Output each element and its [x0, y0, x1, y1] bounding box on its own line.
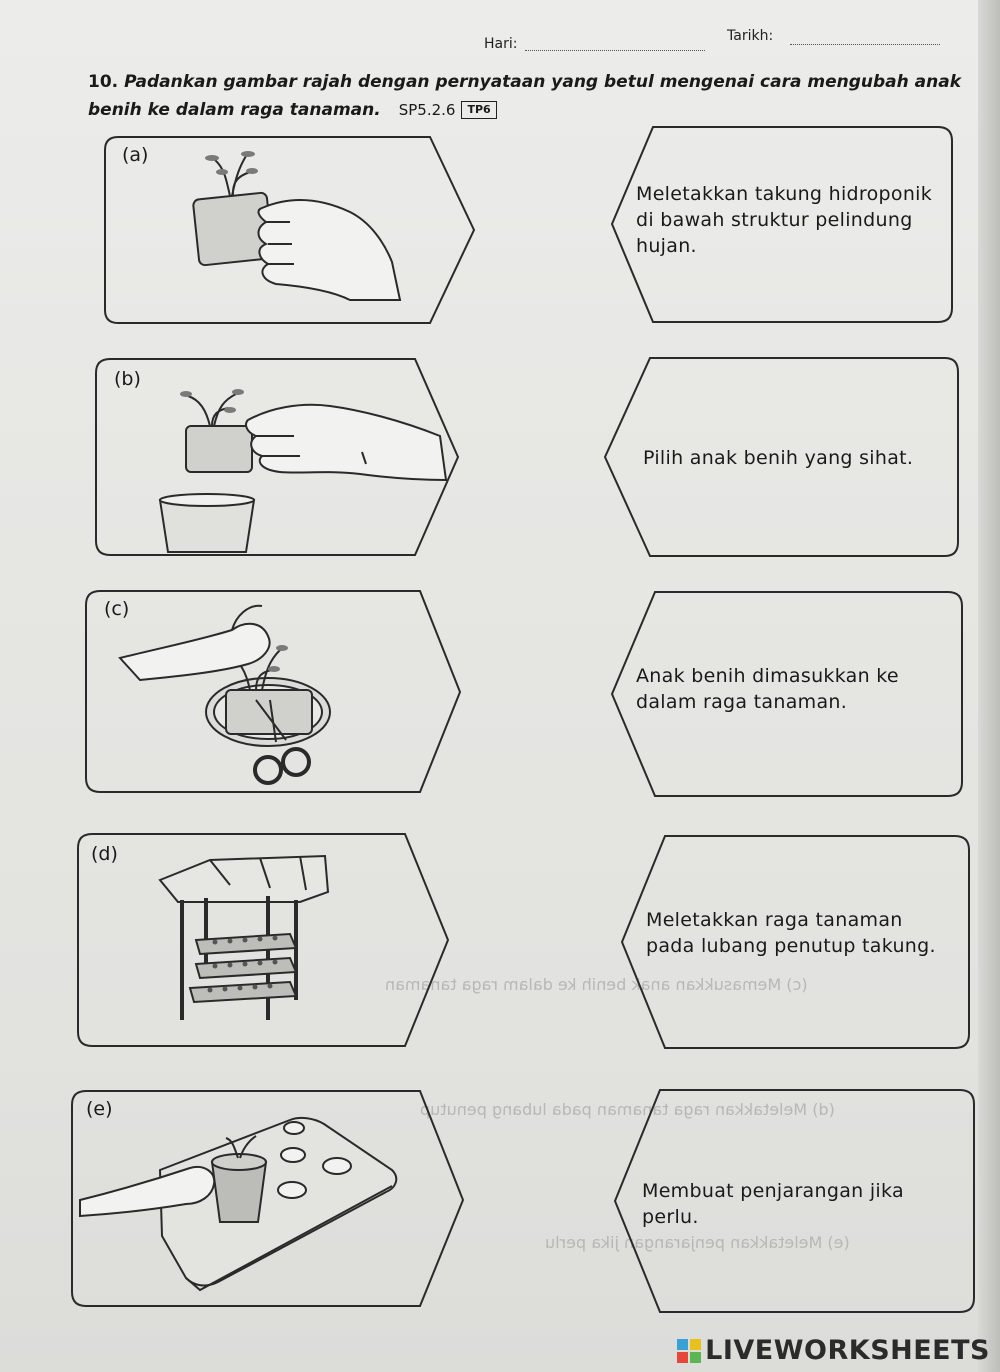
hand-seedling-over-cup-icon: [160, 389, 446, 552]
statement-2[interactable]: Pilih anak benih yang sihat.: [643, 447, 914, 469]
statement-3[interactable]: Anak benih dimasukkan ke dalam raga tanaman.: [636, 665, 899, 713]
statement-5[interactable]: Membuat penjarangan jika perlu.: [642, 1180, 904, 1228]
pot-into-tank-lid-icon: [80, 1118, 396, 1290]
question-number: 10.: [88, 72, 119, 92]
bleed-through-text: (d) Meletakkan raga tanaman pada lubang penutup: [420, 1100, 835, 1119]
rain-shelter-structure-icon: [160, 856, 328, 1020]
syllabus-code: SP5.2.6: [398, 101, 456, 119]
scissors-cutting-seedling-icon: [120, 606, 330, 783]
hari-label: Hari:: [484, 36, 518, 52]
question-body: Padankan gambar rajah dengan pernyataan yang betul mengenai cara mengubah anak benih ke dalam raga tanaman.: [88, 72, 962, 120]
bleed-through-text: (e) Meletakkan penjarangan jika perlu: [545, 1233, 850, 1252]
tp-badge: TP6: [461, 101, 496, 119]
tarikh-label: Tarikh:: [727, 28, 774, 44]
statement-4[interactable]: Meletakkan raga tanaman pada lubang penutup takung.: [646, 909, 936, 957]
picture-label-a: (a): [122, 144, 149, 166]
picture-label-e: (e): [86, 1098, 113, 1120]
brand-name: LIVEWORKSHEETS: [705, 1335, 990, 1366]
liveworksheets-logo-icon: [677, 1339, 701, 1363]
statement-1[interactable]: Meletakkan takung hidroponik di bawah struktur pelindung hujan.: [636, 183, 933, 257]
hand-holding-seedling-icon: [193, 151, 400, 300]
liveworksheets-logo: [677, 1335, 990, 1366]
bleed-through-text: (c) Memasukkan anak benih ke dalam raga tanaman: [385, 975, 808, 994]
picture-label-b: (b): [114, 368, 141, 390]
picture-label-d: (d): [91, 843, 118, 865]
picture-label-c: (c): [104, 598, 130, 620]
